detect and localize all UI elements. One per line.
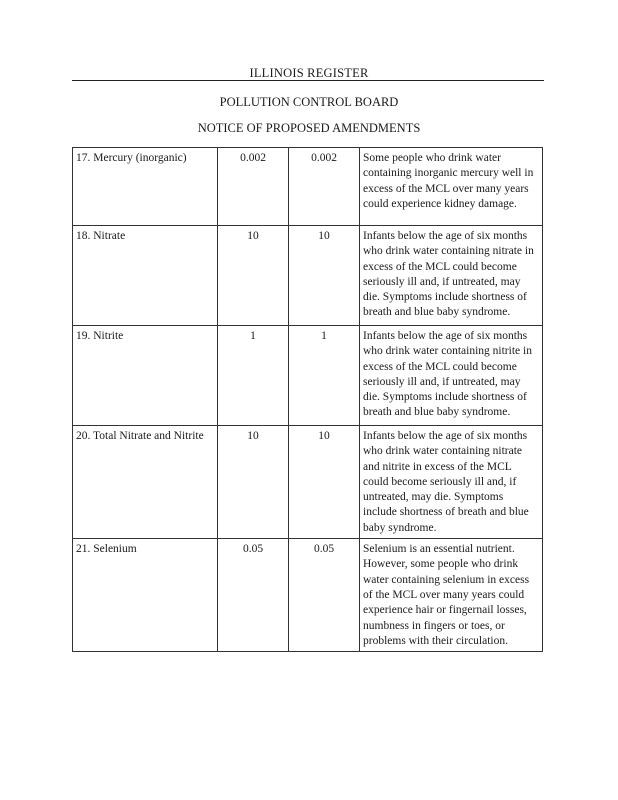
contaminant-name: 17. Mercury (inorganic) — [73, 148, 218, 226]
mclg-value: 10 — [289, 226, 360, 326]
mclg-value: 0.002 — [289, 148, 360, 226]
health-effects: Selenium is an essential nutrient. However, some people who drink water containing selenium in excess of the MCL over many years could experience hair or fingernail losses, numbness in fingers or toes, or problems with their circulation. — [360, 539, 543, 652]
health-effects: Infants below the age of six months who drink water containing nitrate and nitrite in excess of the MCL could become seriously ill and, if untreated, may die. Symptoms include shortness of breath and blue baby syndrome. — [360, 426, 543, 539]
table-row — [73, 326, 543, 426]
contaminant-name: 20. Total Nitrate and Nitrite — [73, 426, 218, 539]
notice-title: NOTICE OF PROPOSED AMENDMENTS — [197, 121, 421, 135]
mcl-value: 0.05 — [218, 539, 289, 652]
table-row — [73, 148, 543, 226]
mclg-value: 0.05 — [289, 539, 360, 652]
table-row — [73, 426, 543, 539]
table-row — [73, 226, 543, 326]
health-effects: Some people who drink water containing inorganic mercury well in excess of the MCL over many years could experience kidney damage. — [360, 148, 543, 226]
board-title: POLLUTION CONTROL BOARD — [219, 95, 399, 109]
mclg-value: 1 — [289, 326, 360, 426]
header-rule — [72, 80, 544, 81]
contaminant-name: 19. Nitrite — [73, 326, 218, 426]
mcl-value: 10 — [218, 426, 289, 539]
contaminant-name: 18. Nitrate — [73, 226, 218, 326]
mcl-value: 10 — [218, 226, 289, 326]
contaminant-name: 21. Selenium — [73, 539, 218, 652]
contaminant-table — [72, 147, 543, 652]
register-title: ILLINOIS REGISTER — [249, 66, 369, 80]
health-effects: Infants below the age of six months who drink water containing nitrite in excess of the MCL could become seriously ill and, if untreated, may die. Symptoms include shortness of breath and blue baby syndrome. — [360, 326, 543, 426]
table-row — [73, 539, 543, 652]
mcl-value: 0.002 — [218, 148, 289, 226]
mcl-value: 1 — [218, 326, 289, 426]
mclg-value: 10 — [289, 426, 360, 539]
health-effects: Infants below the age of six months who drink water containing nitrate in excess of the MCL could become seriously ill and, if untreated, may die. Symptoms include shortness of breath and blue baby syndrome. — [360, 226, 543, 326]
